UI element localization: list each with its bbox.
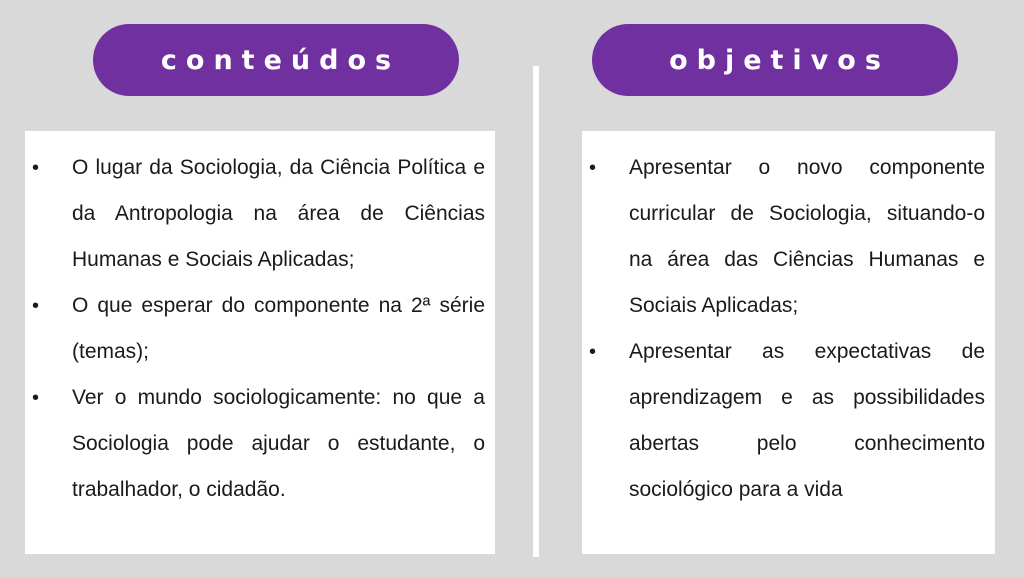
list-item: [25, 145, 485, 283]
objetivos-panel: [582, 131, 995, 554]
objetivos-heading: [592, 24, 958, 96]
objetivos-heading-text: objetivos: [669, 44, 890, 76]
column-divider: [533, 66, 539, 557]
bullet-icon: •: [32, 295, 40, 317]
list-item-text: O lugar da Sociologia, da Ciência Política e da Antropologia na área de Ciências Humanas e Sociais Aplicadas;: [72, 156, 485, 271]
bullet-icon: •: [32, 157, 40, 179]
list-item: [582, 145, 985, 329]
list-item: [25, 283, 485, 375]
conteudos-heading: [93, 24, 459, 96]
objetivos-list: [582, 145, 985, 513]
list-item-text: O que esperar do componente na 2ª série (temas);: [72, 294, 485, 363]
bullet-icon: •: [589, 157, 597, 179]
list-item-text: Apresentar as expectativas de aprendizagem e as possibilidades abertas pelo conhecimento sociológico para a vida: [629, 340, 985, 501]
bullet-icon: •: [32, 387, 40, 409]
list-item-text: Apresentar o novo componente curricular de Sociologia, situando-o na área das Ciências Humanas e Sociais Aplicadas;: [629, 156, 985, 317]
list-item-text: Ver o mundo sociologicamente: no que a Sociologia pode ajudar o estudante, o trabalhador, o cidadão.: [72, 386, 485, 501]
list-item: [582, 329, 985, 513]
conteudos-heading-text: conteúdos: [160, 44, 401, 76]
bullet-icon: •: [589, 341, 597, 363]
conteudos-panel: [25, 131, 495, 554]
conteudos-list: [25, 145, 485, 513]
list-item: [25, 375, 485, 513]
